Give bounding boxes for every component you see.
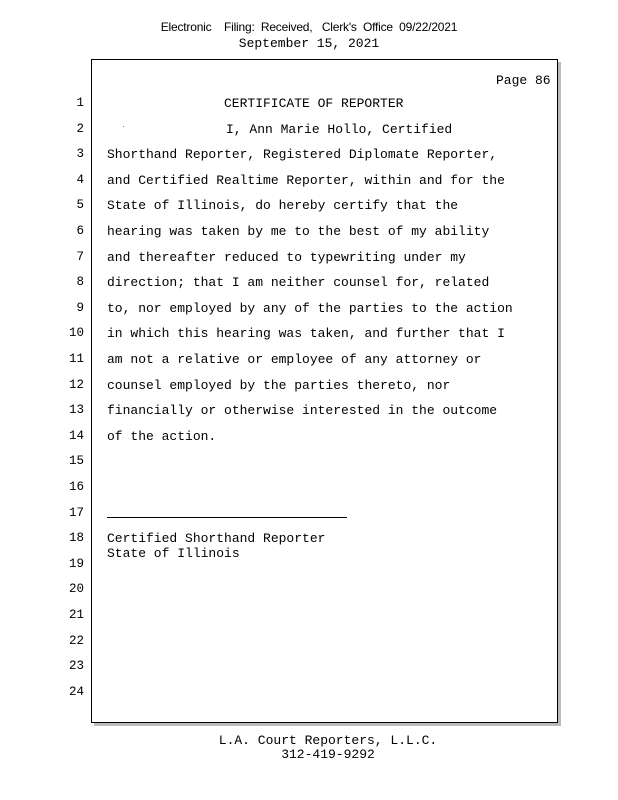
certificate-title: CERTIFICATE OF REPORTER [224,96,404,111]
line-number: 8 [76,275,84,290]
certificate-line: financially or otherwise interested in the outcome [107,403,498,418]
line-number: 20 [68,582,84,597]
line-number: 4 [76,172,84,187]
line-number: 3 [76,147,84,162]
line-number: 14 [68,428,84,443]
certificate-line: of the action. [107,429,217,444]
signature-state: State of Illinois [107,546,240,561]
signature-line [107,517,347,518]
footer-company: L.A. Court Reporters, L.L.C. [218,733,438,748]
transcript-date: September 15, 2021 [238,36,380,51]
signature-title: Certified Shorthand Reporter [107,531,326,546]
certificate-line: Shorthand Reporter, Registered Diplomate Reporter, [107,147,498,162]
footer-phone: 312-419-9292 [281,747,375,762]
certificate-line: to, nor employed by any of the parties to the action [107,301,513,316]
line-number: 21 [68,608,84,622]
line-number: 9 [76,300,84,315]
certificate-line: counsel employed by the parties thereto, nor [107,378,451,393]
line-number: 22 [68,633,84,648]
certificate-line: and Certified Realtime Reporter, within and for the [107,173,505,188]
certificate-line: I, Ann Marie Hollo, Certified [226,122,453,137]
certificate-line: and thereafter reduced to typewriting under my [107,250,466,265]
line-number: 10 [68,326,84,341]
line-number: 16 [68,480,84,494]
line-number: 11 [68,352,84,366]
page-number: Page 86 [496,73,551,88]
stray-mark [123,126,124,127]
certificate-line: hearing was taken by me to the best of my ability [107,224,490,239]
line-number: 18 [68,531,84,546]
line-number: 6 [76,224,84,238]
certificate-line: State of Illinois, do hereby certify that the [107,198,459,213]
filing-stamp: Electronic Filing: Received, Clerk's Office 09/22/2021 [160,20,458,34]
certificate-line: in which this hearing was taken, and further that I [107,326,505,341]
line-number: 23 [68,659,84,674]
line-number: 15 [68,454,84,469]
certificate-line: am not a relative or employee of any attorney or [107,352,482,367]
line-number: 1 [76,96,84,110]
line-number: 17 [68,505,84,520]
line-number: 13 [68,403,84,418]
line-number: 5 [76,198,84,213]
line-number: 2 [76,121,84,136]
line-number: 7 [76,249,84,264]
line-number: 19 [68,556,84,571]
line-number: 12 [68,377,84,392]
line-number: 24 [68,684,84,699]
certificate-line: direction; that I am neither counsel for, related [107,275,490,290]
